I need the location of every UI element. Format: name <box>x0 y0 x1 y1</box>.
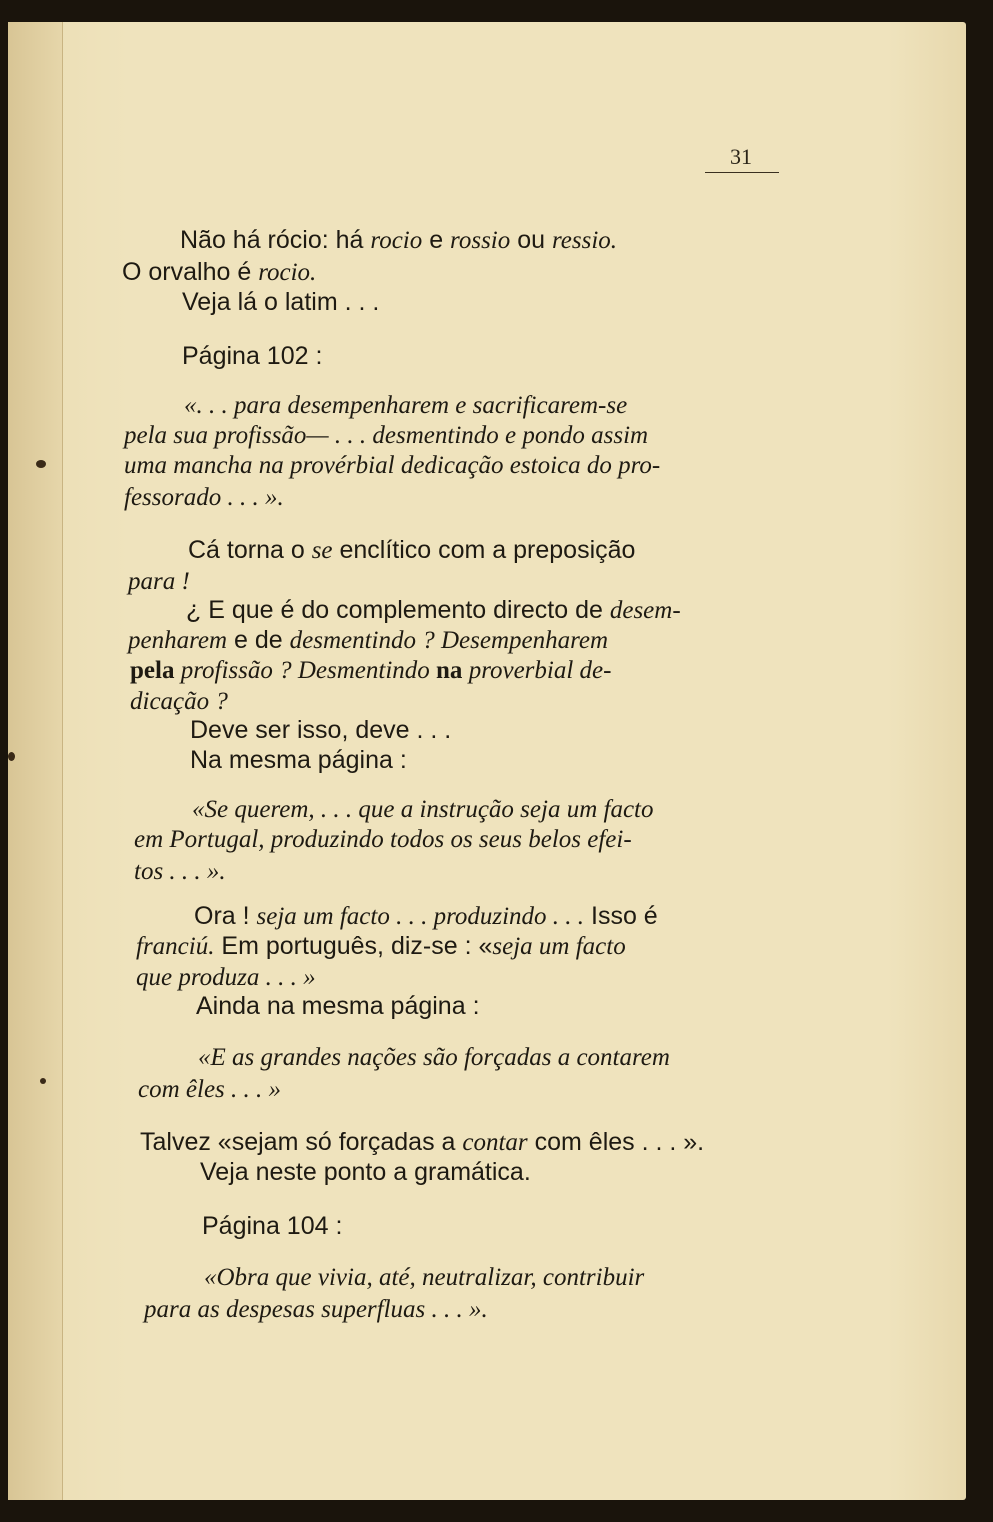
text-line: que produza . . . » <box>136 964 316 991</box>
text-line: Não há rócio: há rocio e rossio ou ressio. <box>180 226 618 254</box>
page-number-rule <box>705 172 779 173</box>
text-line: Deve ser isso, deve . . . <box>190 716 452 744</box>
text-line: franciú. Em português, diz-se : «seja um facto <box>136 932 626 960</box>
stain-mark <box>8 752 15 761</box>
page-number: 31 <box>730 144 752 169</box>
text-line: Veja lá o latim . . . <box>182 288 380 316</box>
quote-line: «Obra que vivia, até, neutralizar, contribuir <box>204 1264 645 1291</box>
quote-line: tos . . . ». <box>134 858 226 885</box>
quote-line: pela sua profissão— . . . desmentindo e pondo assim <box>124 422 649 449</box>
section-heading: Página 104 : <box>202 1212 343 1240</box>
text-line: ¿ E que é do complemento directo de desem- <box>186 596 681 624</box>
text-line: Veja neste ponto a gramática. <box>200 1158 531 1186</box>
text-line: Ora ! seja um facto . . . produzindo . . . Isso é <box>194 902 658 930</box>
text-line: penharem e de desmentindo ? Desempenharem <box>128 626 609 654</box>
text-line: Na mesma página : <box>190 746 407 774</box>
quote-line: uma mancha na provérbial dedicação estoica do pro- <box>124 452 661 479</box>
text-line: dicação ? <box>130 688 228 715</box>
quote-line: em Portugal, produzindo todos os seus belos efei- <box>134 826 632 853</box>
text-line: para ! <box>128 568 190 595</box>
quote-line: para as despesas superfluas . . . ». <box>144 1296 488 1323</box>
stain-mark <box>40 1078 46 1084</box>
quote-line: com êles . . . » <box>138 1076 282 1103</box>
stain-mark <box>36 460 46 468</box>
page-edge-strip <box>8 22 63 1500</box>
text-line: Cá torna o se enclítico com a preposição <box>188 536 636 564</box>
text-line: pela profissão ? Desmentindo na proverbial de- <box>130 657 612 684</box>
quote-line: «. . . para desempenharem e sacrificarem-se <box>184 392 628 419</box>
text-line: O orvalho é rocio. <box>122 258 317 286</box>
quote-line: «Se querem, . . . que a instrução seja um facto <box>192 796 654 823</box>
text-line: Talvez «sejam só forçadas a contar com êles . . . ». <box>140 1128 705 1156</box>
quote-line: fessorado . . . ». <box>124 484 284 511</box>
section-heading: Página 102 : <box>182 342 323 370</box>
text-line: Ainda na mesma página : <box>196 992 480 1020</box>
quote-line: «E as grandes nações são forçadas a contarem <box>198 1044 670 1071</box>
